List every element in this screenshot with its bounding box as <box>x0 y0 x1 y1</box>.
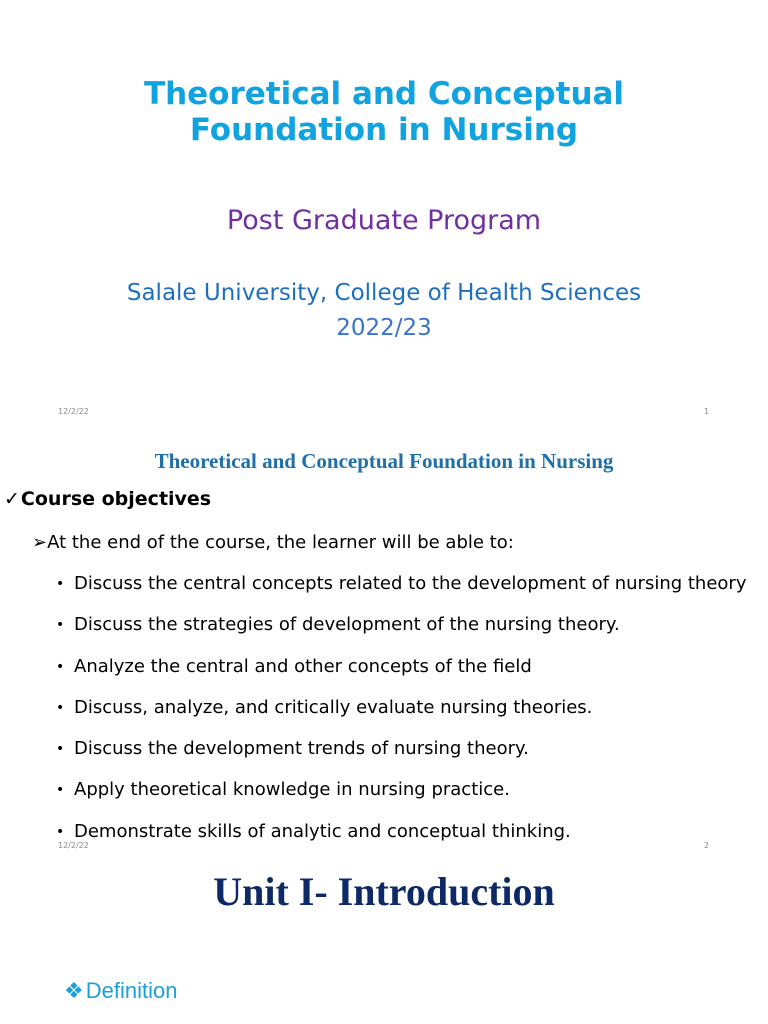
definition-text: Definition <box>85 978 178 1003</box>
university-name: Salale University, College of Health Sciences <box>126 280 642 306</box>
diamond-icon: ❖ <box>64 978 84 1003</box>
arrow-icon: ➢ <box>32 532 48 553</box>
page-number: 2 <box>704 841 710 850</box>
slide-1-title <box>0 76 768 148</box>
page-number: 1 <box>704 407 710 416</box>
list-item <box>56 820 746 861</box>
title-line-2: Foundation in Nursing <box>189 112 579 148</box>
slide-2 <box>0 432 768 864</box>
slide-2-title: Theoretical and Conceptual Foundation in Nursing <box>154 449 614 473</box>
list-item-text: Analyze the central and other concepts of the field <box>74 655 532 677</box>
list-item-text: Apply theoretical knowledge in nursing practice. <box>74 779 510 801</box>
list-item <box>56 572 746 613</box>
title-line-1: Theoretical and Conceptual <box>143 76 625 112</box>
academic-year: 2022/23 <box>336 315 432 341</box>
definition-heading <box>64 978 177 1004</box>
bullet-icon: • <box>56 658 65 675</box>
footer-date: 12/2/22 <box>58 407 89 416</box>
list-item-text: Discuss, analyze, and critically evaluate nursing theories. <box>74 696 593 718</box>
bullet-icon: • <box>56 823 65 840</box>
list-item <box>56 655 746 696</box>
list-item-text: Discuss the central concepts related to the development of nursing theory <box>74 573 747 594</box>
program-subtitle: Post Graduate Program <box>226 205 542 236</box>
bullet-icon: • <box>56 576 65 592</box>
slide-3 <box>0 864 768 1024</box>
list-item <box>56 613 746 654</box>
bullet-icon: • <box>56 741 65 758</box>
objectives-heading <box>4 488 211 510</box>
bullet-icon: • <box>56 617 65 634</box>
list-item <box>56 737 746 778</box>
objectives-intro <box>32 532 514 553</box>
list-item-text: Discuss the development trends of nursing theory. <box>74 738 529 760</box>
list-item <box>56 696 746 737</box>
footer-date: 12/2/22 <box>58 841 89 850</box>
list-item-text: Discuss the strategies of development of the nursing theory. <box>74 614 620 636</box>
objectives-list <box>56 572 746 861</box>
slide-3-title: Unit I- Introduction <box>213 869 555 914</box>
bullet-icon: • <box>56 699 65 716</box>
list-item-text: Demonstrate skills of analytic and conceptual thinking. <box>74 820 571 842</box>
objectives-intro-text: At the end of the course, the learner will be able to: <box>47 532 514 553</box>
list-item <box>56 778 746 819</box>
objectives-heading-text: Course objectives <box>20 488 212 510</box>
check-icon: ✓ <box>4 488 20 510</box>
bullet-icon: • <box>56 782 65 799</box>
slide-1 <box>0 0 768 432</box>
